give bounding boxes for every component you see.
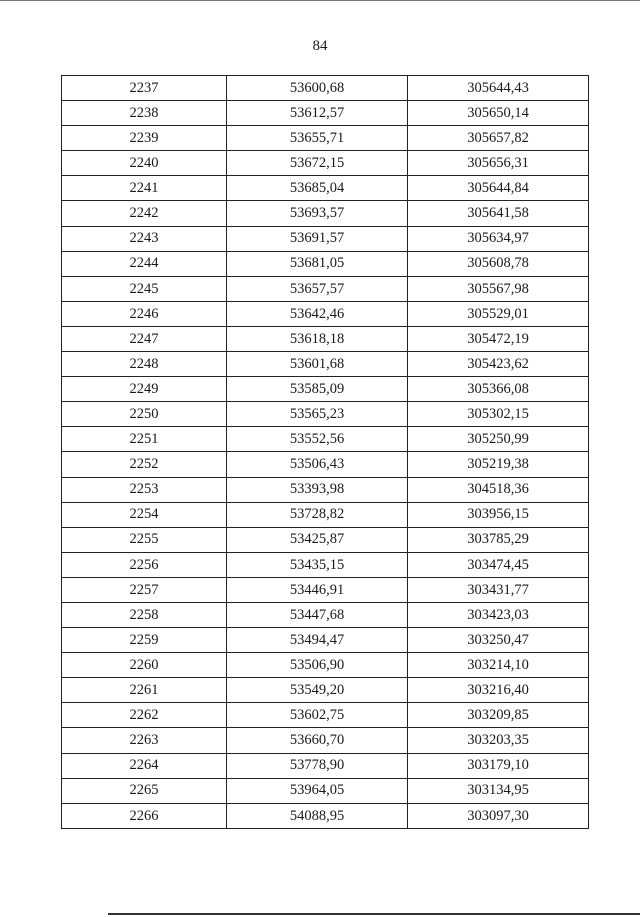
- point-number-cell: 2240: [62, 151, 227, 176]
- point-number-cell: 2253: [62, 477, 227, 502]
- point-number-cell: 2245: [62, 276, 227, 301]
- y-coordinate-cell: 303214,10: [408, 653, 589, 678]
- table-row: [62, 477, 589, 502]
- y-coordinate-cell: 305650,14: [408, 101, 589, 126]
- point-number-cell: 2242: [62, 201, 227, 226]
- x-coordinate-cell: 53693,57: [227, 201, 408, 226]
- point-number-cell: 2265: [62, 778, 227, 803]
- table-row: [62, 176, 589, 201]
- point-number-cell: 2250: [62, 402, 227, 427]
- table-row: [62, 352, 589, 377]
- table-row: [62, 126, 589, 151]
- y-coordinate-cell: 305644,43: [408, 76, 589, 101]
- point-number-cell: 2239: [62, 126, 227, 151]
- point-number-cell: 2248: [62, 352, 227, 377]
- table-row: [62, 151, 589, 176]
- table-row: [62, 251, 589, 276]
- point-number-cell: 2255: [62, 527, 227, 552]
- x-coordinate-cell: 53691,57: [227, 226, 408, 251]
- x-coordinate-cell: 53552,56: [227, 427, 408, 452]
- x-coordinate-cell: 53612,57: [227, 101, 408, 126]
- x-coordinate-cell: 53447,68: [227, 602, 408, 627]
- y-coordinate-cell: 305423,62: [408, 352, 589, 377]
- table-row: [62, 101, 589, 126]
- y-coordinate-cell: 303216,40: [408, 678, 589, 703]
- table-row: [62, 76, 589, 101]
- y-coordinate-cell: 305366,08: [408, 377, 589, 402]
- x-coordinate-cell: 53685,04: [227, 176, 408, 201]
- table-row: [62, 276, 589, 301]
- table-row: [62, 703, 589, 728]
- y-coordinate-cell: 303956,15: [408, 502, 589, 527]
- page-number: 84: [312, 38, 328, 54]
- x-coordinate-cell: 53549,20: [227, 678, 408, 703]
- coordinates-table-body: [62, 76, 589, 829]
- point-number-cell: 2258: [62, 602, 227, 627]
- table-row: [62, 753, 589, 778]
- y-coordinate-cell: 305219,38: [408, 452, 589, 477]
- x-coordinate-cell: 53601,68: [227, 352, 408, 377]
- table-row: [62, 653, 589, 678]
- point-number-cell: 2241: [62, 176, 227, 201]
- x-coordinate-cell: 53660,70: [227, 728, 408, 753]
- coordinates-table: [61, 75, 589, 829]
- x-coordinate-cell: 53506,90: [227, 653, 408, 678]
- point-number-cell: 2261: [62, 678, 227, 703]
- y-coordinate-cell: 305641,58: [408, 201, 589, 226]
- y-coordinate-cell: 303785,29: [408, 527, 589, 552]
- point-number-cell: 2256: [62, 552, 227, 577]
- table-row: [62, 678, 589, 703]
- point-number-cell: 2254: [62, 502, 227, 527]
- y-coordinate-cell: 305634,97: [408, 226, 589, 251]
- x-coordinate-cell: 53681,05: [227, 251, 408, 276]
- table-row: [62, 402, 589, 427]
- table-row: [62, 803, 589, 828]
- table-row: [62, 301, 589, 326]
- point-number-cell: 2237: [62, 76, 227, 101]
- point-number-cell: 2249: [62, 377, 227, 402]
- table-row: [62, 201, 589, 226]
- x-coordinate-cell: 53425,87: [227, 527, 408, 552]
- y-coordinate-cell: 305644,84: [408, 176, 589, 201]
- point-number-cell: 2259: [62, 628, 227, 653]
- y-coordinate-cell: 303431,77: [408, 577, 589, 602]
- point-number-cell: 2266: [62, 803, 227, 828]
- x-coordinate-cell: 53393,98: [227, 477, 408, 502]
- x-coordinate-cell: 53672,15: [227, 151, 408, 176]
- point-number-cell: 2251: [62, 427, 227, 452]
- x-coordinate-cell: 53494,47: [227, 628, 408, 653]
- x-coordinate-cell: 53506,43: [227, 452, 408, 477]
- y-coordinate-cell: 305656,31: [408, 151, 589, 176]
- point-number-cell: 2260: [62, 653, 227, 678]
- point-number-cell: 2247: [62, 326, 227, 351]
- y-coordinate-cell: 305302,15: [408, 402, 589, 427]
- x-coordinate-cell: 53565,23: [227, 402, 408, 427]
- page-bottom-edge: [108, 913, 640, 915]
- page-top-edge: [0, 0, 640, 1]
- table-row: [62, 326, 589, 351]
- x-coordinate-cell: 53602,75: [227, 703, 408, 728]
- table-row: [62, 628, 589, 653]
- y-coordinate-cell: 303179,10: [408, 753, 589, 778]
- table-row: [62, 502, 589, 527]
- y-coordinate-cell: 305567,98: [408, 276, 589, 301]
- table-row: [62, 602, 589, 627]
- point-number-cell: 2243: [62, 226, 227, 251]
- x-coordinate-cell: 53600,68: [227, 76, 408, 101]
- y-coordinate-cell: 305250,99: [408, 427, 589, 452]
- x-coordinate-cell: 54088,95: [227, 803, 408, 828]
- table-row: [62, 377, 589, 402]
- y-coordinate-cell: 304518,36: [408, 477, 589, 502]
- x-coordinate-cell: 53446,91: [227, 577, 408, 602]
- table-row: [62, 552, 589, 577]
- table-row: [62, 577, 589, 602]
- point-number-cell: 2246: [62, 301, 227, 326]
- point-number-cell: 2262: [62, 703, 227, 728]
- y-coordinate-cell: 303209,85: [408, 703, 589, 728]
- table-row: [62, 728, 589, 753]
- x-coordinate-cell: 53655,71: [227, 126, 408, 151]
- table-row: [62, 427, 589, 452]
- x-coordinate-cell: 53435,15: [227, 552, 408, 577]
- point-number-cell: 2238: [62, 101, 227, 126]
- x-coordinate-cell: 53964,05: [227, 778, 408, 803]
- y-coordinate-cell: 303134,95: [408, 778, 589, 803]
- x-coordinate-cell: 53657,57: [227, 276, 408, 301]
- y-coordinate-cell: 303474,45: [408, 552, 589, 577]
- point-number-cell: 2264: [62, 753, 227, 778]
- point-number-cell: 2257: [62, 577, 227, 602]
- x-coordinate-cell: 53728,82: [227, 502, 408, 527]
- y-coordinate-cell: 303203,35: [408, 728, 589, 753]
- y-coordinate-cell: 305657,82: [408, 126, 589, 151]
- y-coordinate-cell: 303097,30: [408, 803, 589, 828]
- table-row: [62, 226, 589, 251]
- x-coordinate-cell: 53585,09: [227, 377, 408, 402]
- y-coordinate-cell: 305608,78: [408, 251, 589, 276]
- table-row: [62, 527, 589, 552]
- table-row: [62, 778, 589, 803]
- y-coordinate-cell: 303250,47: [408, 628, 589, 653]
- x-coordinate-cell: 53778,90: [227, 753, 408, 778]
- y-coordinate-cell: 305472,19: [408, 326, 589, 351]
- table-row: [62, 452, 589, 477]
- y-coordinate-cell: 303423,03: [408, 602, 589, 627]
- point-number-cell: 2252: [62, 452, 227, 477]
- point-number-cell: 2263: [62, 728, 227, 753]
- y-coordinate-cell: 305529,01: [408, 301, 589, 326]
- x-coordinate-cell: 53618,18: [227, 326, 408, 351]
- point-number-cell: 2244: [62, 251, 227, 276]
- x-coordinate-cell: 53642,46: [227, 301, 408, 326]
